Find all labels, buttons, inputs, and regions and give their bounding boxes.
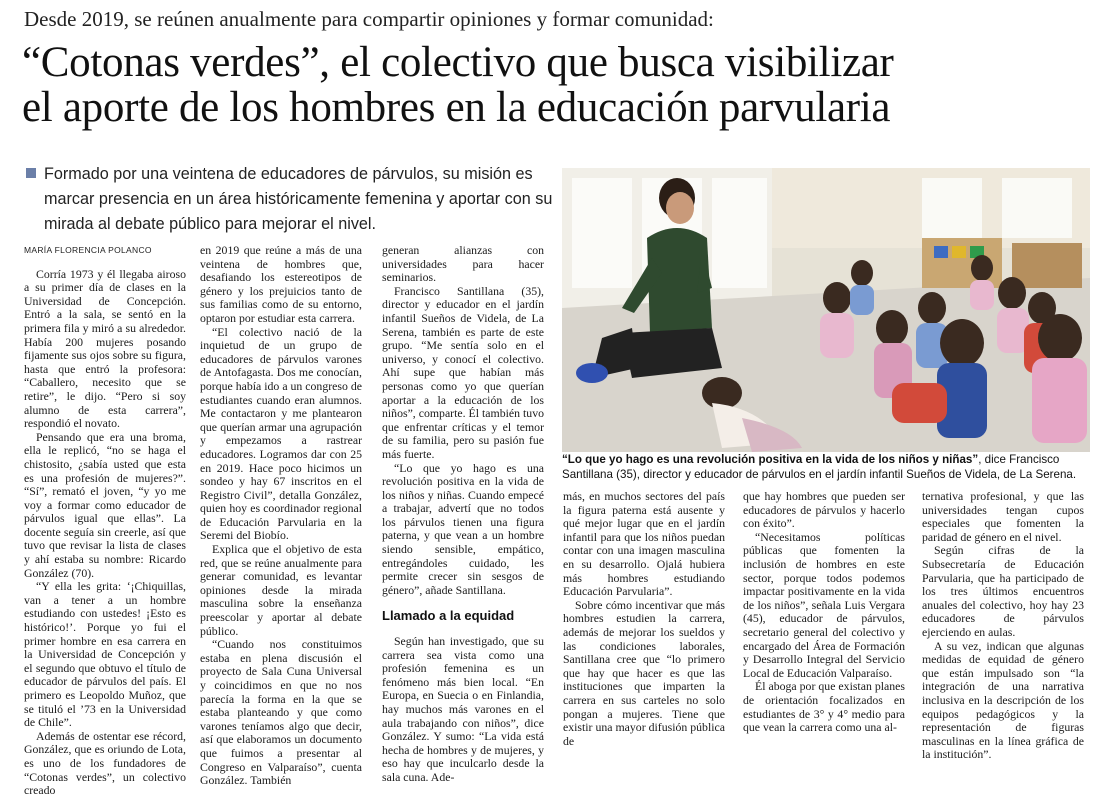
paragraph: A su vez, indican que algunas medidas de equidad de género que están impulsado son “la integración de una narrativa inclusiva en la descripción de los equipos pedagógicos y la representación de figuras masculinas en la línea gráfica de la institución”.: [922, 638, 1084, 762]
paragraph: “Y ella les grita: ‘¡Chiquillas, van a tener a un hombre estudiando con ustedes! ¡Esto es histórico!’. Porque yo fui el primer hombre en esa carrera en la Universidad de Concepción y el segundo que obtuvo el título de educador de párvulos del país. El primero es Leopoldo Muñoz, que se tituló el ’73 en la Universidad de Chile”.: [24, 579, 186, 730]
classroom-illustration: [562, 168, 1090, 452]
headline-line-1: “Cotonas verdes”, el colectivo que busca visibilizar: [22, 39, 894, 86]
paragraph: que hay hombres que pueden ser educadores de párvulos y hacerlo con éxito”.: [743, 489, 905, 531]
paragraph: Corría 1973 y él llegaba airoso a su primer día de clases en la Universidad de Concepción. Entró a la sala, se sentó en la primera fila y miró a su alrededor. Había 200 mujeres posando fijamente sus ojos sobre su figura, hasta que entró la profesora: “Caballero, necesito que se retire”, le dijo. “Pero si soy alumno de esta carrera”, respondió el novato.: [24, 266, 186, 431]
paragraph: Además de ostentar ese récord, González, que es oriundo de Lota, es uno de los fundadores de “Cotonas verdes”, un colectivo creado: [24, 728, 186, 798]
photo-caption: [562, 452, 1090, 482]
kicker: Desde 2019, se reúnen anualmente para compartir opiniones y formar comunidad:: [24, 7, 714, 31]
paragraph: Francisco Santillana (35), director y educador en el jardín infantil Sueños de Videla, de La Serena, también es parte de este grupo. “Me sentía solo en el universo, y conocí el colectivo. Ahí supe que habían más personas como yo que querían aportar a la educación de los niños”, comparte. Él también tuvo que enfrentar críticas y el temor de su familia, pero su pasión fue más fuerte.: [382, 283, 544, 461]
headline: [22, 40, 1092, 130]
column-4: [563, 490, 725, 748]
section-subhead: Llamado a la equidad: [382, 608, 515, 624]
paragraph: Explica que el objetivo de esta red, que se reúne anualmente para generar comunidad, es levantar opiniones desde la mirada masculina sobre la enseñanza preescolar y aportar al debate público.: [200, 542, 362, 638]
bullet-square-icon: [26, 168, 36, 178]
paragraph: Según cifras de la Subsecretaría de Educación Parvularia, que ha participado de los tres últimos encuentros anuales del colectivo, hoy hay 23 educadores de párvulos ejerciendo en aulas.: [922, 543, 1084, 639]
byline: MARÍA FLORENCIA POLANCO: [24, 245, 152, 255]
article-photo: [562, 168, 1090, 452]
column-5: [743, 490, 905, 735]
dek-text: Formado por una veintena de educadores de párvulos, su misión es marcar presencia en un área históricamente femenina y aportar con su mirada al debate público para mejorar el nivel.: [44, 165, 553, 233]
paragraph: Sobre cómo incentivar que más hombres estudien la carrera, además de mejorar los sueldos y las condiciones laborales, Santillana cree que “lo primero que hay que hacer es que las instituciones que imparten la carrera en sus carteles no solo pongan a mujeres. Tiene que existir una mayor difusión pública de: [563, 597, 725, 748]
paragraph: Pensando que era una broma, ella le replicó, “no se haga el chistosito, ¿sabía usted que esta es una profesión de mujeres?”. “Sí”, remató el joven, “y yo me voy a formar como educador de párvulos igual que ellas”. La docente seguía sin creerle, así que tuvo que revisar la lista de clases y ahí estaba su nombre: Ricardo González (70).: [24, 429, 186, 580]
paragraph: “El colectivo nació de la inquietud de un grupo de educadores de párvulos varones de Antofagasta. Dos me conocían, porque había ido a un congreso de estudiantes cuando eran alumnos. Me contactaron y me plantearon que querían armar una agrupación y empezamos a rastrear educadores. Logramos dar con 25 en 2019. Hace poco hicimos un sondeo y hay 67 inscritos en el Registro Civil”, detalla González, quien hoy es coordinador regional de Educación Parvularia en la Seremi del Biobío.: [200, 324, 362, 543]
paragraph: Según han investigado, que su carrera sea vista como una profesión femenina es un fenómeno más bien local. “En Europa, en Suecia o en Finlandia, hay muchos más varones en el aula trabajando con niños”, dice González. Y sumo: “La vida está hecha de hombres y de mujeres, y eso hay que inculcarlo desde la sala cuna. Ade-: [382, 634, 544, 784]
caption-quote: “Lo que yo hago es una revolución positiva en la vida de los niños y niñas”: [562, 453, 979, 466]
headline-line-2: el aporte de los hombres en la educación parvularia: [22, 84, 891, 131]
dek: [26, 162, 561, 237]
paragraph: Él aboga por que existan planes de orientación focalizados en estudiantes de 3° y 4° medio para que vean la carrera como una al-: [743, 679, 905, 735]
column-6: [922, 490, 1084, 762]
column-2: [200, 244, 362, 788]
paragraph: “Lo que yo hago es una revolución positiva en la vida de los niños y niñas. Cuando empecé a trabajar, advertí que no todos los párvulos tienen una figura paterna, y que vean a un hombre siendo sensible, empático, entregándoles cuidado, les permite crecer sin sesgos de género”, añade Santillana.: [382, 460, 544, 597]
paragraph: ternativa profesional, y que las universidades tengan cupos especiales que fomenten la paridad de género en el nivel.: [922, 489, 1084, 544]
caption-rest: , dice Francisco Santillana (35), director y educador de párvulos en el jardín infantil Sueños de Videla, de La Serena.: [562, 453, 1077, 481]
paragraph: más, en muchos sectores del país la figura paterna está ausente y qué mejor lugar que en el jardín infantil para que los niños puedan contar con una imagen masculina en su desarrollo. Ojalá hubiera más hombres estudiando Educación Parvularia”.: [563, 489, 725, 599]
column-1: [24, 244, 186, 798]
paragraph: “Cuando nos constituimos estaba en plena discusión el proyecto de Sala Cuna Universal y coincidimos en que no nos parecía la forma en la que se estaba planteando y que como varones teníamos algo que decir, así que elaboramos un documento que fuimos a presentar al Congreso en Valparaíso”, cuenta González. También: [200, 637, 362, 788]
paragraph: en 2019 que reúne a más de una veintena de hombres que, desafiando los estereotipos de género y los prejuicios tanto de sus familias como de su entorno, optaron por estudiar esta carrera.: [200, 243, 362, 325]
column-3: [382, 244, 544, 785]
paragraph: generan alianzas con universidades para hacer seminarios.: [382, 243, 544, 285]
paragraph: “Necesitamos políticas públicas que fomenten la inclusión de hombres en este sector, porque todos podemos impactar positivamente en la vida de los niños”, señala Luis Vergara (45), educador de párvulos, secretario general del colectivo y encargado del Área de Formación y Desarrollo Integral del Servicio Local de Educación Valparaíso.: [743, 529, 905, 680]
